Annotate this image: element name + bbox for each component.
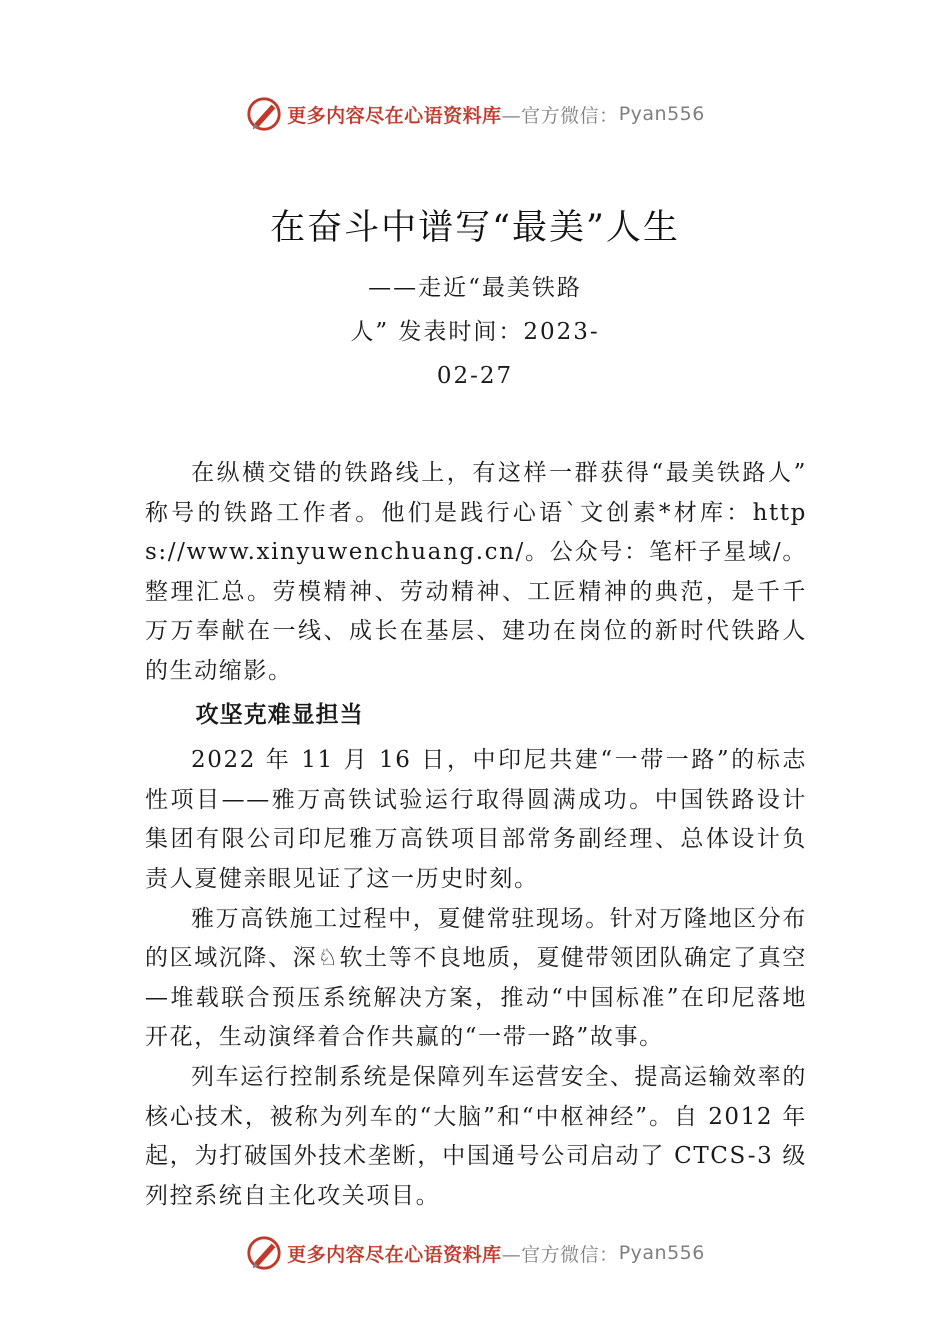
subtitle-line-1: ——走近“最美铁路 <box>368 275 582 301</box>
pen-nib-logo-icon <box>245 1234 283 1272</box>
subtitle <box>200 266 750 398</box>
intro-paragraph: 在纵横交错的铁路线上，有这样一群获得“最美铁路人” 称号的铁路工作者。他们是践行心语`文创素*材库：https://www.xinyuwenchuang.cn/。公众号：笔杆子星域/。整理汇总。劳模精神、劳动精神、工匠精神的典范，是千千万万奉献在一线、成长在基层、建功在岗位的新时代铁路人的生动缩影。 <box>145 460 807 684</box>
banner-red-text: 更多内容尽在心语资料库 <box>287 104 502 127</box>
banner-wechat-id: Pyan556 <box>618 103 705 125</box>
banner-red-text: 更多内容尽在心语资料库 <box>287 1243 502 1266</box>
banner-gray-text: —官方微信： <box>501 1243 619 1266</box>
banner-gray-text: —官方微信： <box>501 104 619 127</box>
page-title: 在奋斗中谱写“最美”人生 <box>270 208 680 248</box>
banner-wechat-id: Pyan556 <box>618 1242 705 1264</box>
subtitle-line-2: 人” 发表时间：2023- <box>350 319 600 345</box>
footer-banner <box>0 1233 950 1273</box>
article-body <box>145 454 807 1216</box>
section-heading: 攻坚克难显担当 <box>195 701 364 728</box>
pen-nib-logo-icon <box>245 95 283 133</box>
subtitle-line-3: 02-27 <box>436 363 514 389</box>
header-banner <box>0 94 950 134</box>
section-paragraph-3: 列车运行控制系统是保障列车运营安全、提高运输效率的核心技术，被称为列车的“大脑”和“中枢神经”。自 2012 年起，为打破国外技术垄断，中国通号公司启动了 CTCS-3 级列控系统自主化攻关项目。 <box>145 1063 807 1209</box>
section-paragraph-1: 2022 年 11 月 16 日，中印尼共建“一带一路”的标志性项目——雅万高铁试验运行取得圆满成功。中国铁路设计集团有限公司印尼雅万高铁项目部常务副经理、总体设计负责人夏健亲眼见证了这一历史时刻。 <box>145 747 807 892</box>
section-paragraph-2: 雅万高铁施工过程中，夏健常驻现场。针对万隆地区分布的区域沉降、深♘软土等不良地质，夏健带领团队确定了真空—堆载联合预压系统解决方案，推动“中国标准”在印尼落地开花，生动演绎着合作共赢的“一带一路”故事。 <box>145 905 807 1051</box>
